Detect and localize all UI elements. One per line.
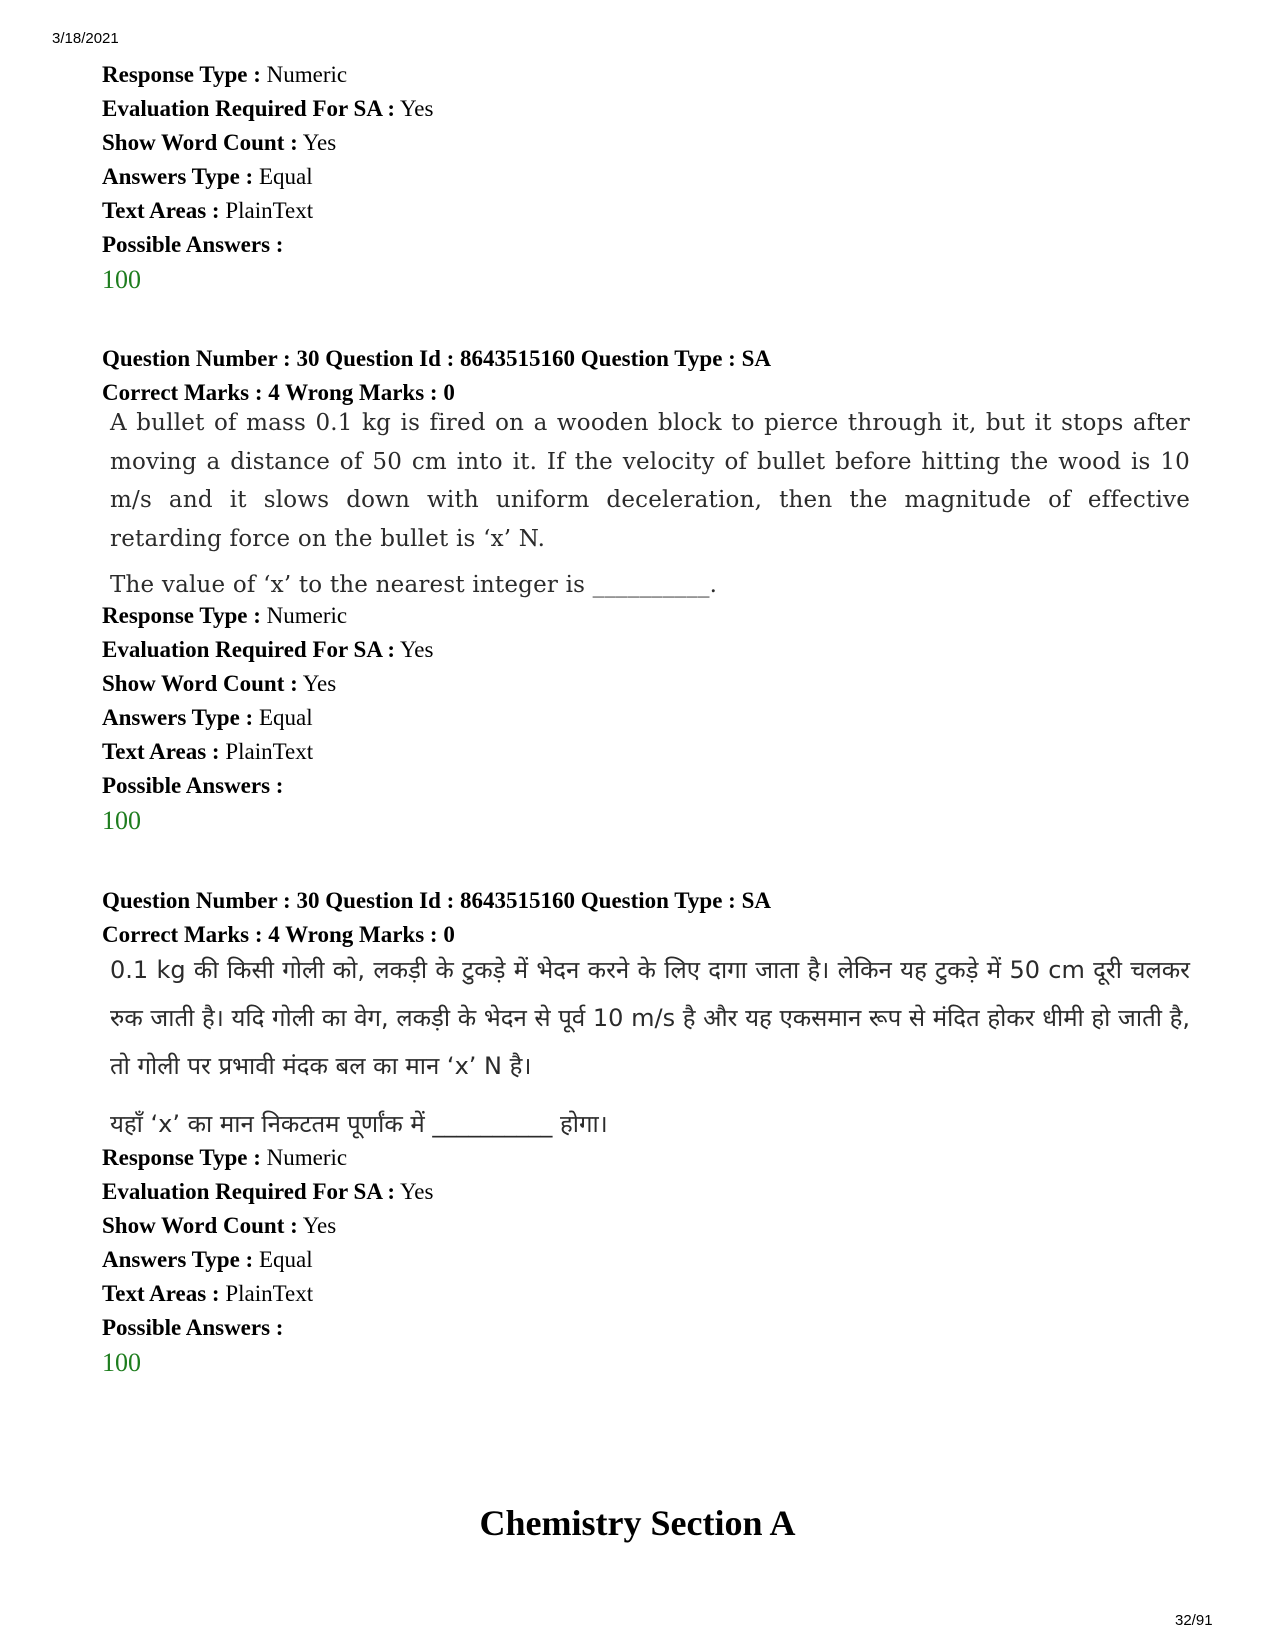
question-header-block [102, 884, 1202, 952]
meta-value: Yes [302, 671, 337, 696]
meta-value: Yes [400, 1179, 434, 1204]
response-type-line [102, 1141, 1202, 1175]
top-answer-block [102, 58, 1202, 298]
meta-label: Possible Answers : [102, 1315, 284, 1340]
meta-label: Possible Answers : [102, 773, 284, 798]
answers-type-line [102, 160, 1202, 194]
meta-label: Text Areas : [102, 198, 220, 223]
evaluation-line [102, 92, 1202, 126]
question-marks: Correct Marks : 4 Wrong Marks : 0 [102, 922, 455, 947]
possible-answers-line [102, 1311, 1202, 1345]
question-text-english [110, 404, 1190, 605]
evaluation-line [102, 1175, 1202, 1209]
question-text-hindi [110, 946, 1190, 1148]
question-prompt: यहाँ ‘x’ का मान निकटतम पूर्णांक में __________ होगा। [110, 1110, 608, 1138]
text-areas-line [102, 735, 1202, 769]
meta-value: PlainText [225, 1281, 314, 1306]
meta-label: Response Type : [102, 62, 261, 87]
meta-value: Numeric [266, 603, 348, 628]
meta-label: Answers Type : [102, 1247, 254, 1272]
response-type-line [102, 599, 1202, 633]
meta-value: Equal [258, 1247, 313, 1272]
question-body: A bullet of mass 0.1 kg is fired on a wooden block to pierce through it, but it stops after moving a distance of 50 cm into it. If the velocity of bullet before hitting the wood is 10 m/s and it slows down with uniform deceleration, then the magnitude of effective retarding force on the bullet is ‘x’ N. [110, 410, 1190, 552]
meta-label: Text Areas : [102, 1281, 220, 1306]
possible-answer-value: 100 [102, 806, 141, 835]
meta-label: Answers Type : [102, 705, 254, 730]
meta-value: Yes [302, 1213, 337, 1238]
word-count-line [102, 667, 1202, 701]
meta-value: PlainText [225, 198, 314, 223]
text-areas-line [102, 194, 1202, 228]
meta-label: Show Word Count : [102, 671, 298, 696]
possible-answer-value: 100 [102, 1348, 141, 1377]
page-number: 32/91 [1175, 1612, 1213, 1629]
meta-label: Text Areas : [102, 739, 220, 764]
text-areas-line [102, 1277, 1202, 1311]
meta-value: PlainText [225, 739, 314, 764]
possible-answers-line [102, 228, 1202, 262]
meta-value: Equal [258, 164, 313, 189]
meta-value: Yes [400, 637, 434, 662]
meta-label: Evaluation Required For SA : [102, 96, 396, 121]
meta-label: Response Type : [102, 603, 261, 628]
question-header-block [102, 342, 1202, 410]
question-answer-block [102, 1141, 1202, 1381]
meta-value: Yes [302, 130, 337, 155]
answers-type-line [102, 1243, 1202, 1277]
question-marks: Correct Marks : 4 Wrong Marks : 0 [102, 380, 455, 405]
meta-label: Show Word Count : [102, 1213, 298, 1238]
meta-label: Answers Type : [102, 164, 254, 189]
word-count-line [102, 1209, 1202, 1243]
question-prompt: The value of ‘x’ to the nearest integer is __________. [110, 572, 718, 598]
question-header: Question Number : 30 Question Id : 8643515160 Question Type : SA [102, 346, 771, 371]
response-type-line [102, 58, 1202, 92]
meta-value: Numeric [266, 62, 348, 87]
meta-label: Show Word Count : [102, 130, 298, 155]
print-date: 3/18/2021 [52, 30, 119, 47]
meta-label: Evaluation Required For SA : [102, 1179, 396, 1204]
question-body: 0.1 kg की किसी गोली को, लकड़ी के टुकड़े में भेदन करने के लिए दागा जाता है। लेकिन यह टुकड़े में 50 cm दूरी चलकर रुक जाती है। यदि गोली का वेग, लकड़ी के भेदन से पूर्व 10 m/s है और यह एकसमान रूप से मंदित होकर धीमी हो जाती है, तो गोली पर प्रभावी मंदक बल का मान ‘x’ N है। [110, 956, 1190, 1080]
section-title: Chemistry Section A [479, 1503, 796, 1543]
meta-label: Evaluation Required For SA : [102, 637, 396, 662]
possible-answer-value: 100 [102, 265, 141, 294]
possible-answers-line [102, 769, 1202, 803]
evaluation-line [102, 633, 1202, 667]
meta-value: Numeric [266, 1145, 348, 1170]
meta-label: Possible Answers : [102, 232, 284, 257]
question-answer-block [102, 599, 1202, 839]
answers-type-line [102, 701, 1202, 735]
meta-value: Equal [258, 705, 313, 730]
meta-value: Yes [400, 96, 434, 121]
question-header: Question Number : 30 Question Id : 8643515160 Question Type : SA [102, 888, 771, 913]
word-count-line [102, 126, 1202, 160]
meta-label: Response Type : [102, 1145, 261, 1170]
